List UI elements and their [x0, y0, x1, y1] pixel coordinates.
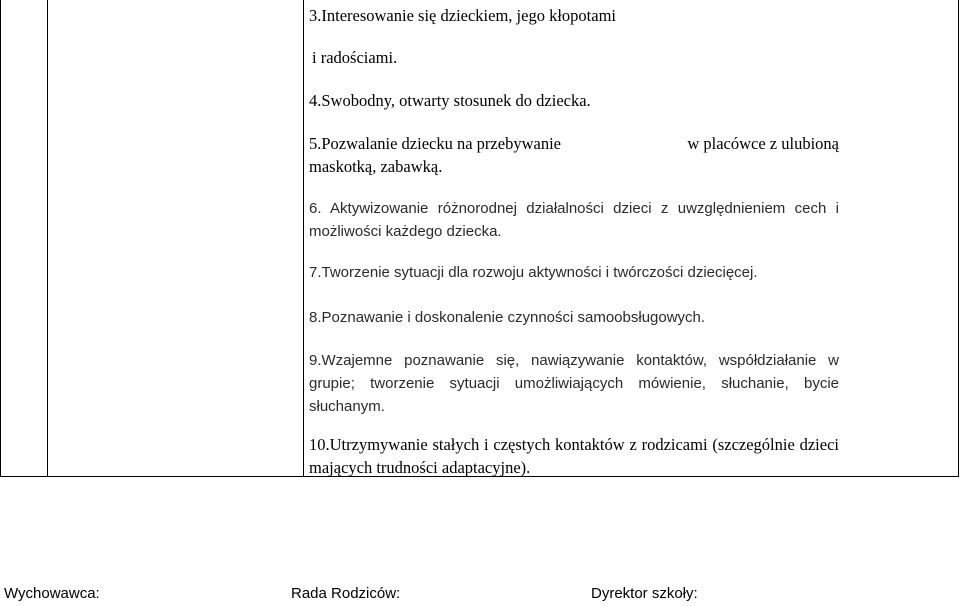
signature-parents-council: Rada Rodziców:	[291, 585, 401, 602]
item-3-line-1: 3.Interesowanie się dzieckiem, jego kłopotami	[309, 6, 616, 25]
item-4: 4.Swobodny, otwarty stosunek do dziecka.	[309, 91, 591, 110]
item-5-line-2: maskotką, zabawką.	[309, 157, 443, 176]
table-column-divider-2	[303, 0, 304, 476]
table-column-divider-1	[47, 0, 48, 476]
item-9: 9.Wzajemne poznawanie się, nawiązywanie kontaktów, współdziałanie w grupie; tworzenie sytuacji umożliwiających mówienie, słuchanie, bycie słuchanym.	[309, 352, 839, 415]
item-10: 10.Utrzymywanie stałych i częstych kontaktów z rodzicami (szczególnie dzieci mających trudności adaptacyjne).	[309, 435, 839, 477]
item-5-part-2: w placówce z ulubioną	[687, 134, 839, 153]
item-8: 8.Poznawanie i doskonalenie czynności samoobsługowych.	[309, 309, 706, 326]
signature-director: Dyrektor szkoły:	[591, 585, 698, 602]
table-border-left	[0, 0, 1, 476]
signature-teacher: Wychowawca:	[4, 585, 100, 602]
item-7: 7.Tworzenie sytuacji dla rozwoju aktywności i twórczości dziecięcej.	[309, 264, 758, 281]
item-5	[309, 132, 839, 178]
item-5-part-1: 5.Pozwalanie dziecku na przebywanie	[309, 134, 561, 153]
item-3-line-2: i radościami.	[312, 48, 398, 67]
table-border-right	[958, 0, 959, 476]
item-6: 6. Aktywizowanie różnorodnej działalności dzieci z uwzględnieniem cech i możliwości każdego dziecka.	[309, 200, 839, 240]
